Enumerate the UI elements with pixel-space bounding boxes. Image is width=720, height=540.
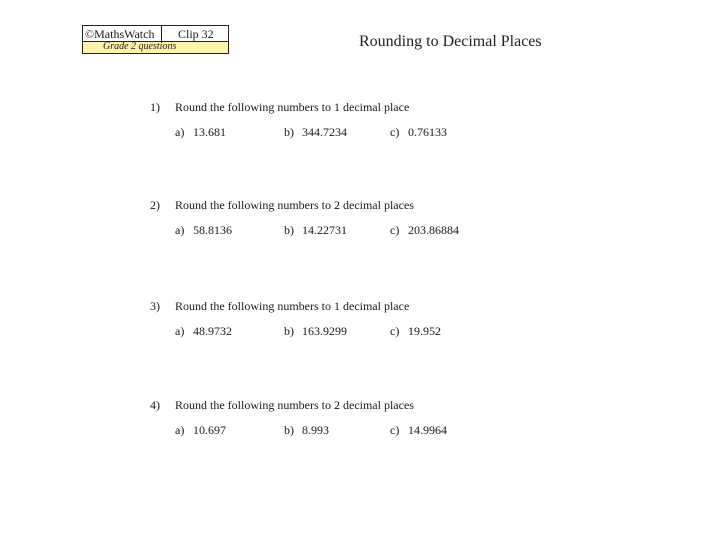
question-number: 3) (150, 299, 160, 313)
question-2 (150, 197, 550, 238)
question-text: Round the following numbers to 2 decimal places (175, 198, 414, 212)
part-b (284, 323, 347, 339)
header-divider (161, 26, 162, 41)
part-c (390, 124, 447, 140)
part-label: c) (390, 423, 400, 437)
question-4 (150, 397, 550, 438)
clip-number: Clip 32 (178, 27, 214, 41)
part-label: c) (390, 324, 400, 338)
part-label: b) (284, 125, 294, 139)
part-b (284, 422, 329, 438)
part-label: c) (390, 223, 400, 237)
question-number: 1) (150, 100, 160, 114)
part-b (284, 124, 347, 140)
question-text: Round the following numbers to 1 decimal place (175, 100, 410, 114)
part-value: 344.7234 (302, 125, 347, 139)
part-c (390, 222, 459, 238)
part-a (175, 124, 226, 140)
question-text: Round the following numbers to 1 decimal place (175, 299, 410, 313)
part-label: b) (284, 423, 294, 437)
part-value: 48.9732 (193, 324, 232, 338)
part-value: 19.952 (408, 324, 441, 338)
part-value: 14.22731 (302, 223, 347, 237)
clip-header-top (83, 26, 228, 42)
grade-banner (83, 42, 228, 53)
part-c (390, 422, 447, 438)
part-a (175, 323, 232, 339)
part-value: 10.697 (193, 423, 226, 437)
grade-label: Grade 2 questions (103, 41, 177, 52)
question-number: 4) (150, 398, 160, 412)
part-a (175, 422, 226, 438)
part-value: 163.9299 (302, 324, 347, 338)
part-value: 58.8136 (193, 223, 232, 237)
part-label: a) (175, 125, 185, 139)
part-label: a) (175, 223, 185, 237)
part-label: b) (284, 223, 294, 237)
question-number: 2) (150, 198, 160, 212)
part-value: 203.86884 (408, 223, 459, 237)
part-b (284, 222, 347, 238)
part-value: 0.76133 (408, 125, 447, 139)
question-1 (150, 99, 550, 140)
part-value: 13.681 (193, 125, 226, 139)
part-label: a) (175, 423, 185, 437)
question-text: Round the following numbers to 2 decimal places (175, 398, 414, 412)
question-3 (150, 298, 550, 339)
part-label: a) (175, 324, 185, 338)
part-a (175, 222, 232, 238)
part-label: c) (390, 125, 400, 139)
part-label: b) (284, 324, 294, 338)
part-value: 14.9964 (408, 423, 447, 437)
clip-header-box (82, 25, 229, 54)
part-c (390, 323, 441, 339)
page-title: Rounding to Decimal Places (359, 33, 542, 50)
part-value: 8.993 (302, 423, 329, 437)
brand-label: ©MathsWatch (85, 27, 155, 41)
